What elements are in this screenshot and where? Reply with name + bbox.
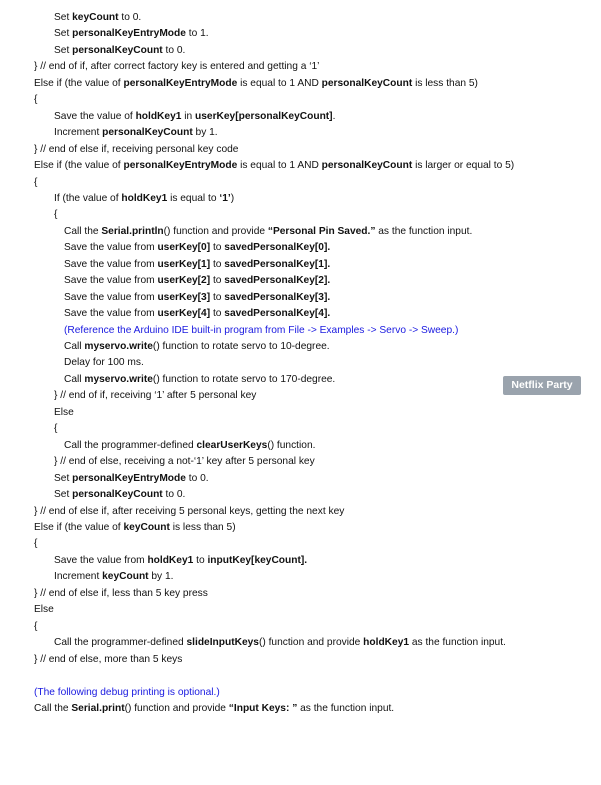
line-text: as the function input.	[375, 225, 473, 237]
line-text: to	[210, 291, 225, 303]
bold-identifier: slideInputKeys	[186, 637, 259, 649]
document-line	[64, 340, 330, 353]
document-line	[64, 439, 315, 452]
document-line	[54, 192, 234, 205]
line-text: to 1.	[185, 28, 209, 40]
line-text: to	[210, 308, 225, 320]
bold-identifier: userKey[personalKeyCount]	[195, 110, 333, 122]
bold-identifier: inputKey[keyCount].	[207, 554, 308, 566]
line-text: to 0.	[118, 12, 142, 23]
bold-identifier: holdKey1	[147, 554, 194, 566]
document-line	[34, 587, 208, 600]
line-text: Save the value from	[54, 554, 148, 566]
bold-identifier: holdKey1	[121, 192, 168, 204]
line-text: is equal to	[167, 192, 220, 204]
document-line	[34, 93, 37, 106]
bold-identifier: userKey[3]	[157, 291, 211, 303]
line-text: as the function input.	[409, 637, 506, 649]
bold-identifier: holdKey1	[363, 637, 410, 649]
line-text: Set	[54, 28, 73, 40]
bold-identifier: myservo.write	[84, 341, 153, 352]
bold-identifier: savedPersonalKey[2].	[224, 275, 331, 287]
line-text: )	[230, 192, 235, 204]
document-line	[54, 11, 141, 24]
line-text: to 0.	[162, 489, 186, 500]
bold-identifier: keyCount	[72, 12, 119, 23]
line-text: Save the value from	[64, 275, 158, 287]
line-text: {	[34, 538, 38, 550]
document-line	[34, 77, 478, 90]
line-text: Set	[54, 12, 73, 23]
line-text: Call the	[34, 702, 72, 714]
line-text: is less than 5)	[412, 77, 478, 89]
document-line	[64, 258, 330, 271]
line-text: to	[210, 242, 225, 254]
bold-identifier: userKey[1]	[157, 258, 211, 270]
line-text: () function to rotate servo to 10-degree.	[152, 341, 330, 352]
line-text: Else if (the value of	[34, 521, 124, 533]
line-text: Else	[54, 406, 74, 418]
line-text: {	[54, 423, 58, 435]
line-text: Set	[54, 472, 73, 484]
document-line	[54, 389, 256, 402]
netflix-party-badge[interactable]: Netflix Party	[503, 376, 581, 395]
document-line	[54, 455, 315, 468]
document-line	[54, 636, 506, 649]
document-line	[34, 159, 514, 172]
line-text: Set	[54, 489, 73, 500]
bold-identifier: personalKeyCount	[102, 127, 193, 139]
line-text: {	[34, 94, 38, 106]
document-line	[34, 702, 394, 715]
line-text: Save the value of	[54, 110, 136, 122]
line-text: Call the programmer-defined	[64, 439, 197, 451]
line-text: } // end of else, more than 5 keys	[34, 653, 183, 665]
document-line	[54, 554, 307, 567]
line-text: Save the value from	[64, 291, 158, 303]
document-line	[64, 324, 458, 337]
document-line	[34, 686, 220, 699]
document-line	[64, 274, 330, 287]
line-text: Save the value from	[64, 242, 158, 254]
note-text: (Reference the Arduino IDE built-in program from File -> Examples -> Servo -> Sweep.)	[64, 324, 459, 336]
line-text: () function and provide	[258, 637, 364, 649]
line-text: is larger or equal to 5)	[412, 160, 515, 171]
bold-identifier: personalKeyEntryMode	[123, 160, 238, 171]
document-line	[54, 126, 218, 139]
document-line	[34, 603, 54, 616]
line-text: () function.	[267, 439, 316, 451]
document-line	[54, 472, 209, 485]
document-line	[64, 307, 330, 320]
bold-identifier: clearUserKeys	[196, 439, 268, 451]
document-line	[54, 110, 335, 123]
bold-identifier: Serial.print	[71, 702, 125, 714]
line-text: {	[34, 620, 38, 632]
line-text: .	[332, 110, 336, 122]
document-line	[64, 225, 472, 238]
bold-identifier: userKey[2]	[157, 275, 211, 287]
bold-identifier: “Personal Pin Saved.”	[267, 225, 376, 237]
document-line	[34, 521, 236, 534]
bold-identifier: personalKeyCount	[72, 44, 163, 56]
line-text: to	[210, 258, 225, 270]
line-text: {	[34, 176, 38, 188]
bold-identifier: personalKeyEntryMode	[123, 77, 238, 89]
bold-identifier: savedPersonalKey[1].	[224, 258, 331, 270]
document-line	[34, 143, 238, 156]
line-text: Else if (the value of	[34, 77, 124, 89]
document-line	[54, 208, 57, 221]
line-text: to	[210, 275, 225, 287]
bold-identifier: personalKeyCount	[321, 160, 413, 171]
document-line	[34, 60, 319, 73]
line-text: } // end of else if, receiving personal key code	[34, 143, 239, 155]
line-text: Call the programmer-defined	[54, 637, 187, 649]
document-line	[54, 422, 57, 435]
line-text: () function and provide	[163, 225, 268, 237]
document-line	[34, 176, 37, 189]
document-line	[54, 570, 173, 583]
document-line	[54, 27, 209, 40]
bold-identifier: personalKeyCount	[72, 489, 163, 500]
line-text: Else if (the value of	[34, 160, 124, 171]
line-text: } // end of else, receiving a not-‘1’ key after 5 personal key	[54, 456, 315, 468]
document-line	[34, 537, 37, 550]
line-text: } // end of if, receiving ‘1’ after 5 personal key	[54, 390, 257, 402]
line-text: Set	[54, 44, 73, 56]
line-text: } // end of else if, less than 5 key press	[34, 587, 208, 599]
bold-identifier: userKey[4]	[157, 308, 211, 320]
bold-identifier: ‘1’	[219, 192, 231, 204]
line-text: () function and provide	[124, 702, 229, 714]
line-text: to 0.	[185, 472, 209, 484]
line-text: to	[193, 554, 208, 566]
document-line	[64, 373, 335, 386]
bold-identifier: holdKey1	[135, 110, 182, 122]
document-line	[64, 291, 330, 304]
document-line	[34, 505, 344, 518]
document-line	[54, 44, 185, 57]
line-text: is less than 5)	[169, 521, 236, 533]
line-text: Increment	[54, 127, 103, 139]
line-text: by 1.	[148, 571, 174, 583]
line-text: Call the	[64, 225, 102, 237]
line-text: {	[54, 209, 58, 221]
line-text: Delay for 100 ms.	[64, 357, 144, 369]
line-text: Save the value from	[64, 258, 158, 270]
bold-identifier: personalKeyCount	[321, 77, 413, 89]
bold-identifier: keyCount	[123, 521, 170, 533]
document-line	[64, 241, 330, 254]
bold-identifier: myservo.write	[84, 373, 153, 385]
bold-identifier: personalKeyEntryMode	[72, 28, 186, 40]
line-text: Call	[64, 341, 85, 352]
note-text: (The following debug printing is optional.)	[34, 686, 220, 698]
line-text: } // end of else if, after receiving 5 personal keys, getting the next key	[34, 505, 345, 517]
bold-identifier: savedPersonalKey[4].	[224, 308, 331, 320]
document-line	[54, 406, 74, 419]
line-text: is equal to 1 AND	[237, 160, 322, 171]
document-line	[34, 653, 182, 666]
line-text: If (the value of	[54, 192, 122, 204]
line-text: in	[181, 110, 196, 122]
line-text: by 1.	[192, 127, 218, 139]
line-text: to 0.	[162, 44, 186, 56]
bold-identifier: userKey[0]	[157, 242, 211, 254]
line-text: Save the value from	[64, 308, 158, 320]
line-text: Increment	[54, 571, 103, 583]
bold-identifier: “Input Keys: ”	[228, 702, 298, 714]
document-line	[64, 356, 144, 369]
line-text: is equal to 1 AND	[237, 77, 322, 89]
bold-identifier: savedPersonalKey[3].	[224, 291, 331, 303]
line-text: Else	[34, 604, 54, 616]
line-text: } // end of if, after correct factory key is entered and getting a ‘1’	[34, 61, 320, 73]
bold-identifier: savedPersonalKey[0].	[224, 242, 331, 254]
document-line	[54, 488, 185, 501]
line-text: as the function input.	[297, 702, 395, 714]
document-line	[34, 620, 37, 633]
bold-identifier: keyCount	[102, 571, 149, 583]
line-text: Call	[64, 373, 85, 385]
bold-identifier: Serial.println	[101, 225, 164, 237]
line-text: () function to rotate servo to 170-degree.	[152, 373, 336, 385]
bold-identifier: personalKeyEntryMode	[72, 472, 186, 484]
